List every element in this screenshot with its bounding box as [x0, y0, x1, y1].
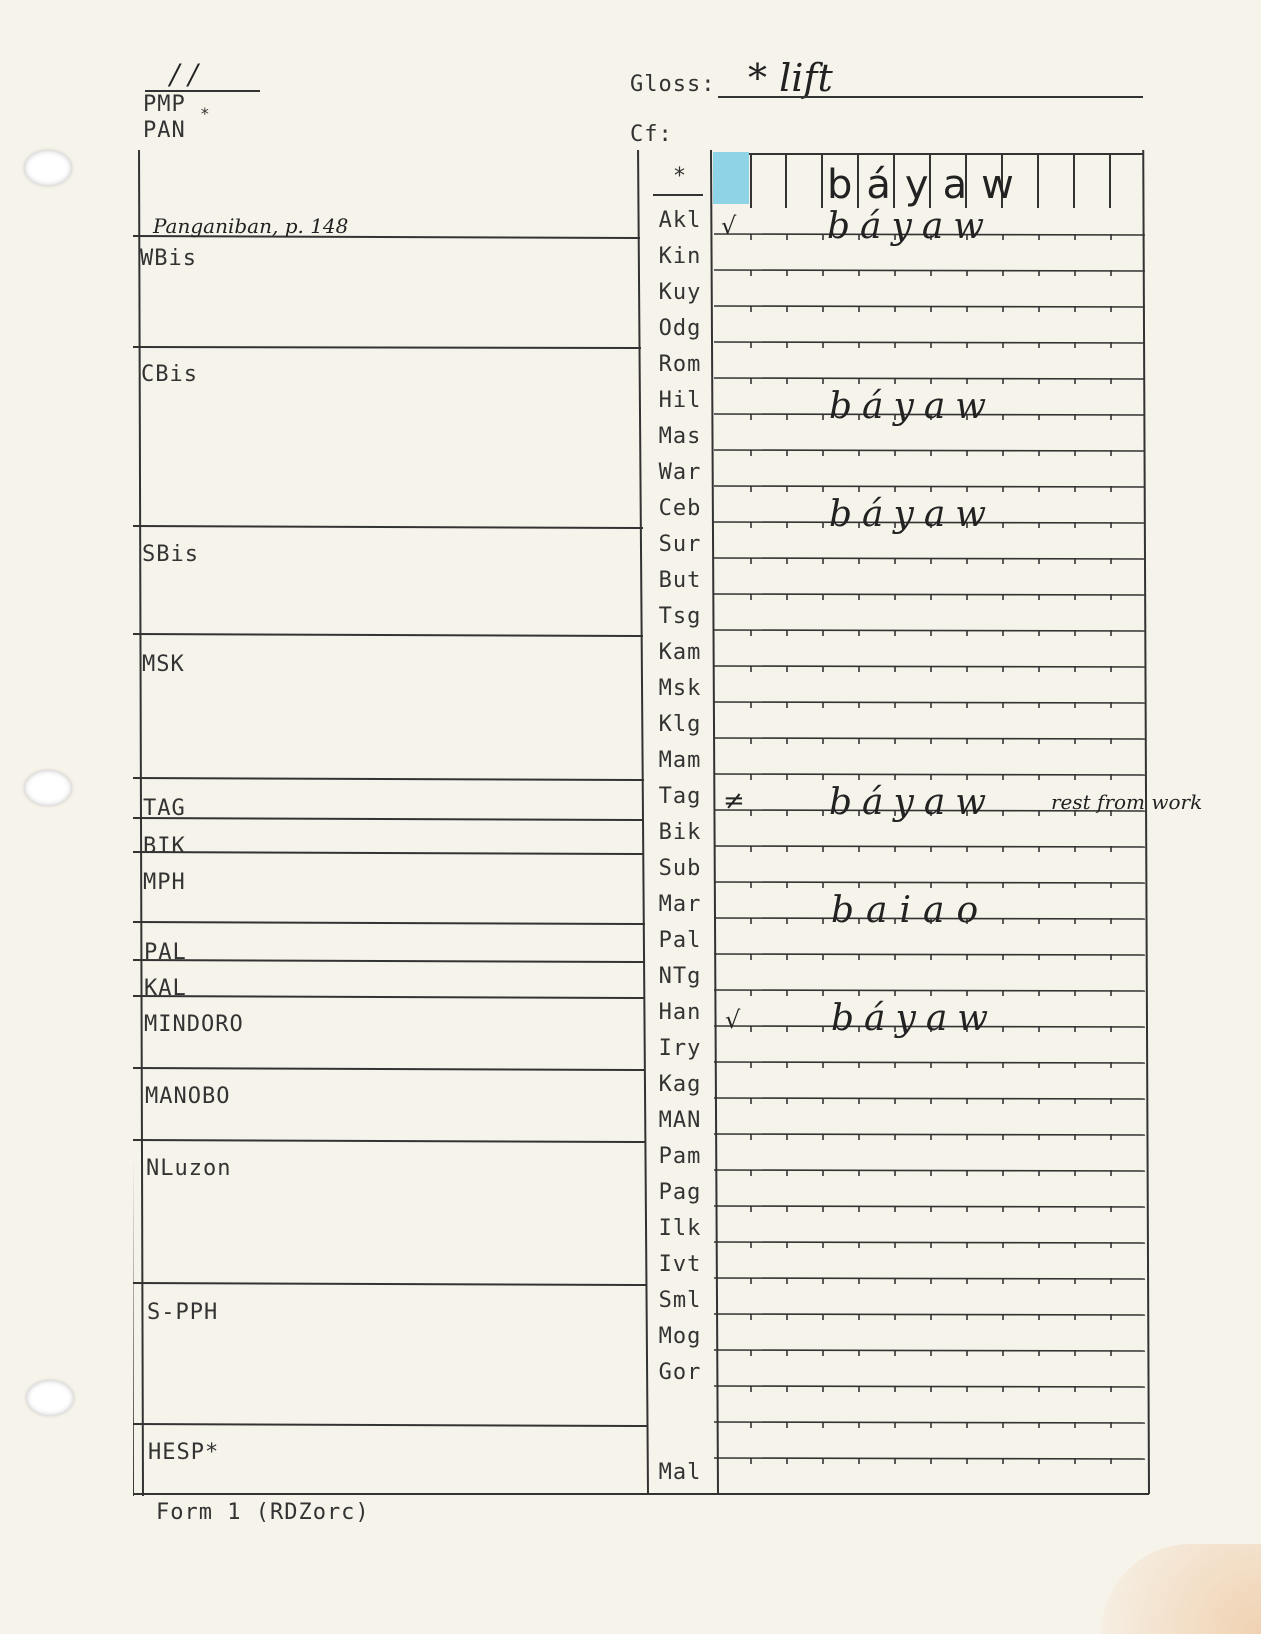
- language-code-klg: Klg: [658, 712, 702, 737]
- entry-rule: [714, 486, 1145, 487]
- language-code-odg: Odg: [658, 316, 702, 341]
- entry-rule: [714, 630, 1145, 631]
- language-code-sur: Sur: [658, 532, 702, 557]
- group-label-tag: TAG: [143, 796, 186, 821]
- group-label-sbis: SBis: [142, 542, 199, 567]
- language-code-gor: Gor: [658, 1360, 702, 1385]
- language-code-pam: Pam: [658, 1144, 702, 1169]
- language-code-kag: Kag: [658, 1072, 702, 1097]
- language-code-ceb: Ceb: [658, 496, 702, 521]
- source-note: Panganiban, p. 148: [153, 214, 349, 238]
- language-code-war: War: [658, 460, 702, 485]
- ceb-form: báyaw: [829, 494, 997, 535]
- language-code-kuy: Kuy: [658, 280, 702, 305]
- form-footer: Form 1 (RDZorc): [156, 1500, 370, 1525]
- language-code-msk: Msk: [658, 676, 702, 701]
- entry-rule: [714, 1062, 1145, 1063]
- group-label-manobo: MANOBO: [145, 1084, 231, 1109]
- cf-label: Cf:: [630, 122, 673, 147]
- proto-star: *: [200, 104, 211, 123]
- entry-rule: [714, 1314, 1145, 1315]
- entry-rule: [714, 1170, 1145, 1171]
- punch-hole-middle: [24, 770, 72, 806]
- entry-rule: [714, 882, 1145, 883]
- entry-rule: [714, 1350, 1145, 1351]
- entry-rule: [714, 1458, 1145, 1459]
- group-label-bik: BIK: [143, 834, 186, 859]
- group-label-cbis: CBis: [141, 362, 198, 387]
- language-code-mal: Mal: [658, 1460, 702, 1485]
- entry-rule: [714, 558, 1145, 559]
- entry-rule: [714, 990, 1145, 991]
- language-code-: *: [672, 164, 688, 189]
- language-code-tsg: Tsg: [658, 604, 702, 629]
- hil-form: báyaw: [829, 386, 997, 427]
- entry-rule: [714, 1206, 1145, 1207]
- language-code-iry: Iry: [658, 1036, 702, 1061]
- language-code-pag: Pag: [658, 1180, 702, 1205]
- language-code-han: Han: [658, 1000, 702, 1025]
- group-label-mph: MPH: [143, 870, 186, 895]
- group-label-mindoro: MINDORO: [144, 1012, 244, 1037]
- language-code-akl: Akl: [658, 208, 702, 233]
- entry-rule: [714, 774, 1145, 775]
- entry-rule: [714, 270, 1145, 271]
- language-code-rom: Rom: [658, 352, 702, 377]
- language-code-mas: Mas: [658, 424, 702, 449]
- language-code-tag: Tag: [658, 784, 702, 809]
- entry-rule: [714, 702, 1145, 703]
- language-code-bik: Bik: [658, 820, 702, 845]
- entry-rule: [714, 1422, 1145, 1423]
- proto-marks: / /: [170, 58, 198, 91]
- proto-form: báyaw: [827, 162, 1028, 208]
- language-code-sml: Sml: [658, 1288, 702, 1313]
- language-code-ivt: Ivt: [658, 1252, 702, 1277]
- entry-rule: [714, 450, 1145, 451]
- pan-label: PAN: [143, 118, 186, 143]
- entry-rule: [714, 1242, 1145, 1243]
- group-label-pal: PAL: [144, 940, 187, 965]
- language-code-pal: Pal: [658, 928, 702, 953]
- group-label-msk: MSK: [142, 652, 185, 677]
- entry-rule: [714, 1278, 1145, 1279]
- entry-rule: [714, 846, 1145, 847]
- gloss-label: Gloss:: [630, 72, 716, 97]
- language-code-mog: Mog: [658, 1324, 702, 1349]
- entry-rule: [714, 954, 1145, 955]
- entry-rule: [714, 1386, 1145, 1387]
- entry-rule: [714, 1098, 1145, 1099]
- pmp-label: PMP: [143, 92, 186, 117]
- language-code-sub: Sub: [658, 856, 702, 881]
- punch-hole-top: [24, 150, 72, 186]
- group-label-nluzon: NLuzon: [146, 1156, 232, 1181]
- tag-form: báyaw: [829, 782, 997, 823]
- language-code-ilk: Ilk: [658, 1216, 702, 1241]
- tag-note: rest from work: [1051, 790, 1203, 814]
- gloss-value: * lift: [748, 56, 833, 100]
- language-code-column: [641, 150, 719, 1494]
- language-code-kam: Kam: [658, 640, 702, 665]
- han-form: báyaw: [831, 998, 999, 1039]
- akl-mark: √: [721, 212, 737, 240]
- entry-rule: [714, 738, 1145, 739]
- entry-rule: [714, 1134, 1145, 1135]
- language-code-ntg: NTg: [658, 964, 702, 989]
- punch-hole-bottom: [26, 1380, 74, 1416]
- tag-mark: ≠: [723, 786, 745, 816]
- entry-rule: [714, 342, 1145, 343]
- group-label-wbis: WBis: [140, 246, 197, 271]
- entry-rule: [714, 378, 1145, 379]
- entry-rule: [714, 594, 1145, 595]
- language-code-mar: Mar: [658, 892, 702, 917]
- gloss-underline: [718, 96, 1143, 98]
- entry-rule: [714, 666, 1145, 667]
- language-code-kin: Kin: [658, 244, 702, 269]
- language-code-hil: Hil: [658, 388, 702, 413]
- entry-rule: [714, 306, 1145, 307]
- mar-form: baiao: [831, 890, 991, 931]
- language-code-mam: Mam: [658, 748, 702, 773]
- group-label-hesp: HESP*: [148, 1440, 220, 1465]
- han-mark: √: [725, 1006, 741, 1034]
- language-code-man: MAN: [658, 1108, 702, 1133]
- group-label-spph: S-PPH: [147, 1300, 219, 1325]
- comparison-form: [133, 150, 1203, 1558]
- group-label-kal: KAL: [144, 976, 187, 1001]
- akl-form: báyaw: [827, 206, 995, 247]
- language-code-but: But: [658, 568, 702, 593]
